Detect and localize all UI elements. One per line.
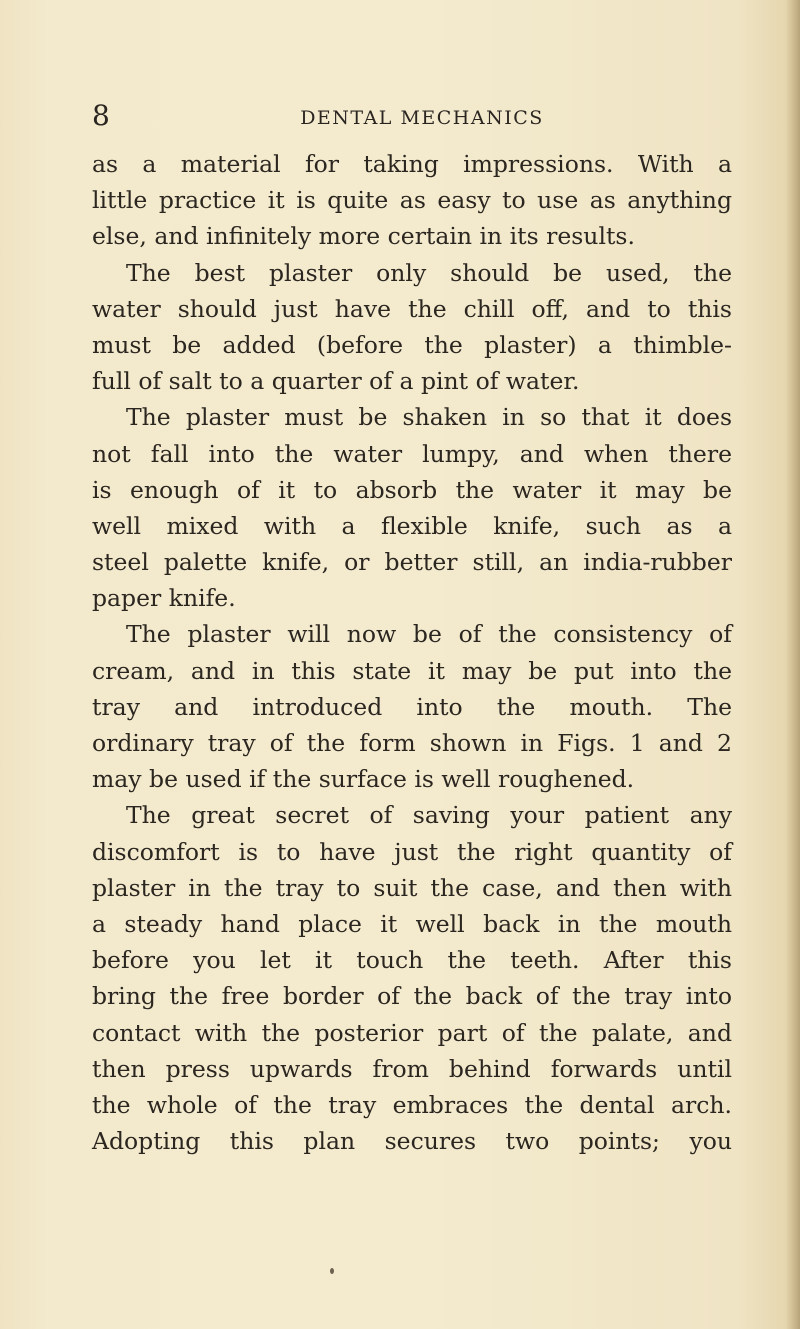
- text-line: then press upwards from behind forwards until: [92, 1054, 732, 1083]
- text-line: a steady hand place it well back in the mouth: [92, 909, 732, 938]
- text-line: may be used if the surface is well roughened.: [92, 765, 635, 794]
- page-edge-shadow: [786, 0, 800, 1329]
- text-line: full of salt to a quarter of a pint of water.: [92, 367, 580, 396]
- body-text: [92, 146, 732, 1159]
- text-line: as a material for taking impressions. With a: [92, 150, 732, 178]
- page-number: 8: [92, 99, 110, 132]
- text-line: plaster in the tray to suit the case, and then with: [92, 873, 732, 902]
- ink-speck: [330, 1268, 334, 1274]
- text-line: ordinary tray of the form shown in Figs. 1 and 2: [92, 729, 732, 757]
- text-line: water should just have the chill off, and to this: [92, 294, 732, 323]
- text-line: The plaster must be shaken in so that it does: [126, 403, 732, 432]
- text-line: before you let it touch the teeth. After this: [92, 946, 732, 975]
- text-line: else, and infinitely more certain in its results.: [92, 222, 635, 251]
- text-line: cream, and in this state it may be put into the: [92, 656, 732, 685]
- text-line: contact with the posterior part of the palate, and: [92, 1018, 732, 1047]
- text-line: discomfort is to have just the right quantity of: [92, 837, 732, 866]
- text-line: little practice it is quite as easy to use as anything: [92, 186, 732, 215]
- page-header: [92, 96, 732, 136]
- text-line: The plaster will now be of the consistency of: [126, 620, 732, 649]
- text-line: not fall into the water lumpy, and when there: [92, 439, 732, 468]
- text-line: tray and introduced into the mouth. The: [92, 692, 732, 721]
- text-line: well mixed with a flexible knife, such as a: [92, 511, 732, 540]
- text-line: bring the free border of the back of the tray into: [92, 982, 732, 1011]
- text-line: must be added (before the plaster) a thimble-: [92, 330, 732, 359]
- text-line: paper knife.: [92, 584, 236, 613]
- text-line: is enough of it to absorb the water it may be: [92, 475, 732, 504]
- text-line: The great secret of saving your patient any: [126, 801, 732, 830]
- text-line: steel palette knife, or better still, an india-rubber: [92, 548, 732, 577]
- text-line: The best plaster only should be used, the: [126, 258, 732, 287]
- text-line: Adopting this plan secures two points; you: [92, 1127, 732, 1156]
- running-head: DENTAL MECHANICS: [300, 107, 544, 129]
- text-line: the whole of the tray embraces the dental arch.: [92, 1090, 732, 1119]
